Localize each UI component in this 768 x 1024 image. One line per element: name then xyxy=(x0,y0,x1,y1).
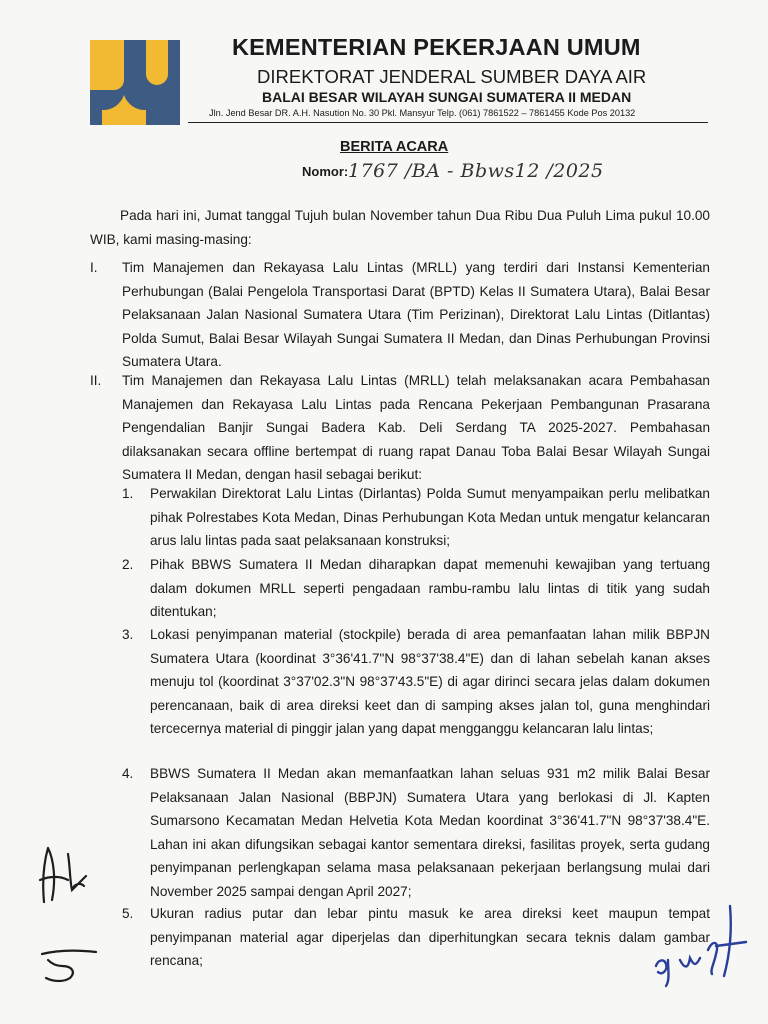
list-item-number: 5. xyxy=(122,906,134,921)
initial-signature-icon xyxy=(34,840,90,910)
list-item-1 xyxy=(122,482,710,553)
org-name-directorate: DIREKTORAT JENDERAL SUMBER DAYA AIR xyxy=(257,66,647,87)
document-number-handwritten: 1767 /BA - Bbws12 /2025 xyxy=(348,160,604,182)
org-address: Jln. Jend Besar DR. A.H. Nasution No. 30 Pkl. Mansyur Telp. (061) 7861522 – 7861455 Kode Pos 20132 xyxy=(209,108,636,118)
list-item-2 xyxy=(122,553,710,624)
section-text: Tim Manajemen dan Rekayasa Lalu Lintas (MRLL) telah melaksanakan acara Pembahasan Manajemen dan Rekayasa Lalu Lintas pada Rencana Pekerjaan Pembangunan Prasarana Pengendalian Banjir Sungai Badera Kab. Deli Serdang TA 2025-2027. Pembahasan dilaksanakan secara offline bertempat di ruang rapat Danau Toba Balai Besar Wilayah Sungai Sumatera II Medan, dengan hasil sebagai berikut: xyxy=(122,373,710,483)
list-item-number: 4. xyxy=(122,766,134,781)
document-number-label: Nomor: xyxy=(302,164,349,179)
section-1 xyxy=(90,256,710,374)
paraf-signature-icon xyxy=(650,900,756,990)
section-marker: I. xyxy=(90,260,98,275)
list-item-3 xyxy=(122,623,710,741)
list-item-text: Ukuran radius putar dan lebar pintu masuk ke area direksi keet maupun tempat penyimpanan material agar diperjelas dan diperhitungkan secara teknis dalam gambar rencana; xyxy=(150,906,710,969)
intro-paragraph: Pada hari ini, Jumat tanggal Tujuh bulan November tahun Dua Ribu Dua Puluh Lima pukul 10.00 WIB, kami masing-masing: xyxy=(90,208,710,247)
document-title: BERITA ACARA xyxy=(340,139,449,155)
ministry-logo-icon xyxy=(90,40,180,125)
list-item-number: 2. xyxy=(122,557,134,572)
list-item-number: 3. xyxy=(122,627,134,642)
list-item-text: BBWS Sumatera II Medan akan memanfaatkan lahan seluas 931 m2 milik Balai Besar Pelaksanaan Jalan Nasional (BBPJN) Sumatera Utara yang berlokasi di Jl. Kapten Sumarsono Kecamatan Medan Helvetia Kota Medan koordinat 3°36'41.7"N 98°37'38.4"E. Lahan ini akan difungsikan sebagai kantor sementara direksi, fasilitas proyek, serta gudang penyimpanan perlengkapan selama masa pelaksanaan pekerjaan berlangsung mulai dari November 2025 sampai dengan April 2027; xyxy=(150,766,710,899)
section-marker: II. xyxy=(90,373,102,388)
list-item-text: Perwakilan Direktorat Lalu Lintas (Dirlantas) Polda Sumut menyampaikan perlu melibatkan pihak Polrestabes Kota Medan, Dinas Perhubungan Kota Medan untuk mengatur kelancaran arus lalu lintas pada saat pelaksanaan konstruksi; xyxy=(150,486,710,549)
list-item-text: Lokasi penyimpanan material (stockpile) berada di area pemanfaatan lahan milik BBPJN Sumatera Utara (koordinat 3°36'41.7"N 98°37'38.4"E) dan di lahan sebelah kanan akses menuju tol (koordinat 3°37'02.3"N 98°37'43.5"E) di agar dirinci secara jelas dalam dokumen perencanaan, baik di area direksi keet dan di samping akses jalan tol, guna menghindari tercecernya material di pinggir jalan yang dapat mengganggu kelancaran lalu lintas; xyxy=(150,627,710,737)
initial-signature-icon xyxy=(38,946,100,986)
list-item-text: Pihak BBWS Sumatera II Medan diharapkan dapat memenuhi kewajiban yang tertuang dalam dokumen MRLL seperti pengadaan rambu-rambu lalu lintas di titik yang sudah ditentukan; xyxy=(150,557,710,620)
list-item-number: 1. xyxy=(122,486,134,501)
list-item-4 xyxy=(122,762,710,904)
section-2 xyxy=(90,369,710,487)
org-name-office: BALAI BESAR WILAYAH SUNGAI SUMATERA II MEDAN xyxy=(262,89,632,105)
list-item-5 xyxy=(122,902,710,973)
org-name-ministry: KEMENTERIAN PEKERJAAN UMUM xyxy=(232,34,641,60)
section-text: Tim Manajemen dan Rekayasa Lalu Lintas (MRLL) yang terdiri dari Instansi Kementerian Perhubungan (Balai Pengelola Transportasi Darat (BPTD) Kelas II Sumatera Utara), Balai Besar Pelaksanaan Jalan Nasional Sumatera Utara (Tim Perizinan), Direktorat Lalu Lintas (Ditlantas) Polda Sumut, Balai Besar Wilayah Sungai Sumatera II Medan, dan Dinas Perhubungan Provinsi Sumatera Utara. xyxy=(122,260,710,370)
letterhead-divider xyxy=(188,122,708,123)
